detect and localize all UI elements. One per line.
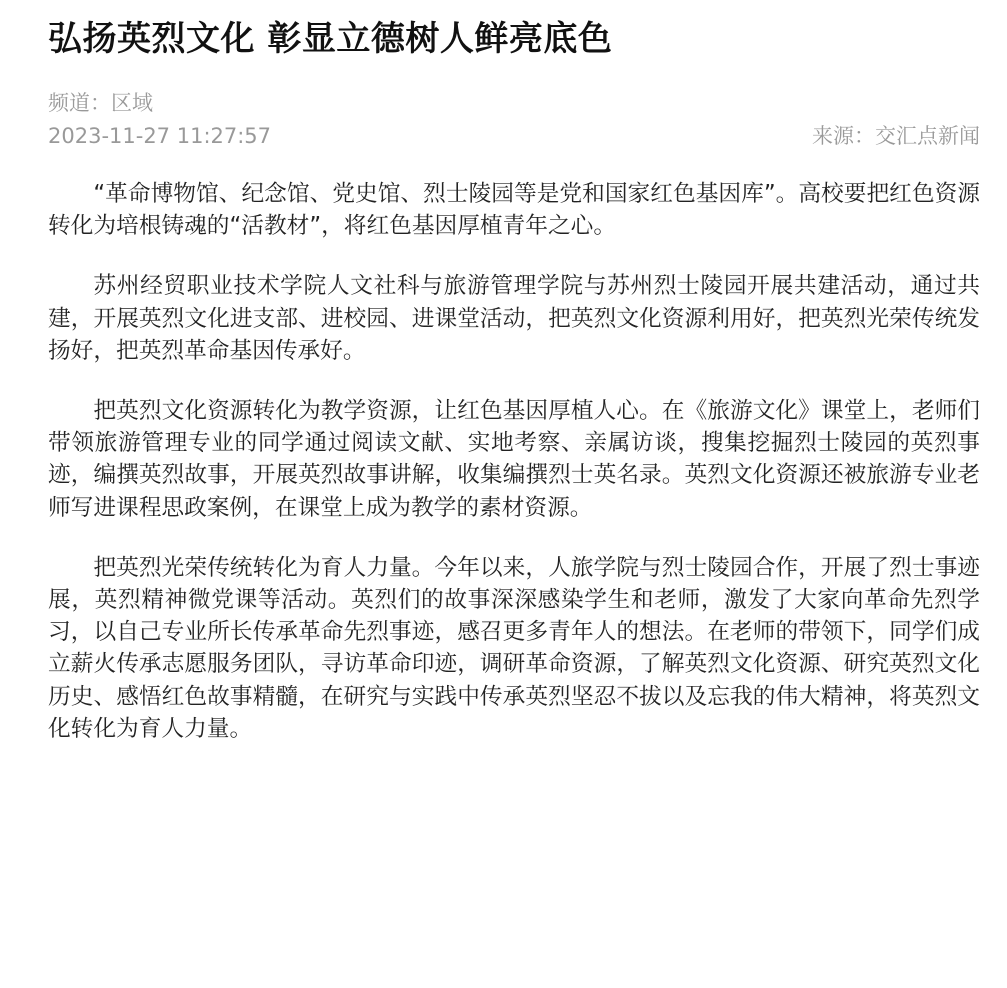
paragraph-1: “革命博物馆、纪念馆、党史馆、烈士陵园等是党和国家红色基因库”。高校要把红色资源转化为培根铸魂的“活教材”，将红色基因厚植青年之心。 [48, 181, 980, 240]
paragraph-4: 把英烈光荣传统转化为育人力量。今年以来，人旅学院与烈士陵园合作，开展了烈士事迹展，英烈精神微党课等活动。英烈们的故事深深感染学生和老师，激发了大家向革命先烈学习，以自己专业所长传承革命先烈事迹，感召更多青年人的想法。在老师的带领下，同学们成立薪火传承志愿服务团队，寻访革命印迹，调研革命资源，了解英烈文化资源、研究英烈文化历史、感悟红色故事精髓，在研究与实践中传承英烈坚忍不拔以及忘我的伟大精神，将英烈文化转化为育人力量。 [48, 554, 980, 742]
channel-label[interactable]: 频道：区域 [48, 91, 153, 115]
publish-datetime: 2023-11-27 11:27:57 [48, 124, 272, 148]
article-title: 弘扬英烈文化 彰显立德树人鲜亮底色 [48, 19, 613, 59]
paragraph-3: 把英烈文化资源转化为教学资源，让红色基因厚植人心。在《旅游文化》课堂上，老师们带领旅游管理专业的同学通过阅读文献、实地考察、亲属访谈，搜集挖掘烈士陵园的英烈事迹，编撰英烈故事，开展英烈故事讲解，收集编撰烈士英名录。英烈文化资源还被旅游专业老师写进课程思政案例，在课堂上成为教学的素材资源。 [48, 398, 980, 521]
article-meta [48, 90, 980, 150]
source-label: 来源：交汇点新闻 [812, 124, 980, 148]
paragraph-2: 苏州经贸职业技术学院人文社科与旅游管理学院与苏州烈士陵园开展共建活动，通过共建，开展英烈文化进支部、进校园、进课堂活动，把英烈文化资源利用好，把英烈光荣传统发扬好，把英烈革命基因传承好。 [48, 273, 980, 364]
meta-row-channel [48, 90, 980, 117]
meta-row-date-source [48, 123, 980, 150]
article-content [48, 178, 980, 745]
